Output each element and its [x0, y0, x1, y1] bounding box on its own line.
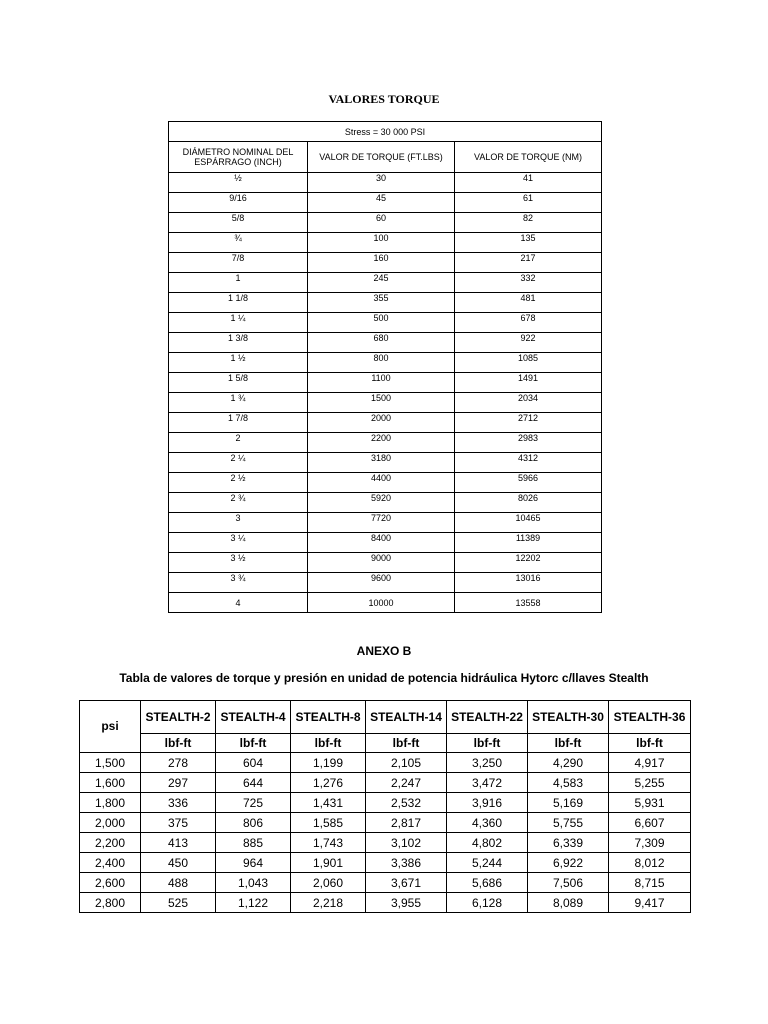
table-cell: 13016 — [455, 573, 602, 593]
annex-subtitle: Tabla de valores de torque y presión en unidad de potencia hidráulica Hytorc c/llaves Stealth — [119, 671, 649, 685]
table-row — [169, 573, 602, 593]
table-cell: 1491 — [455, 373, 602, 393]
unit-header: lbf-ft — [291, 734, 366, 753]
torque-cell: 7,309 — [609, 833, 691, 853]
table-cell: 3 — [169, 513, 308, 533]
table-row — [80, 893, 691, 913]
table-cell: 1100 — [308, 373, 455, 393]
table-row — [169, 493, 602, 513]
table-cell: 2983 — [455, 433, 602, 453]
table-row — [169, 293, 602, 313]
table-row — [169, 253, 602, 273]
torque-cell: 336 — [141, 793, 216, 813]
psi-cell: 1,500 — [80, 753, 141, 773]
torque-cell: 8,089 — [528, 893, 609, 913]
table-cell: 355 — [308, 293, 455, 313]
table-row — [80, 833, 691, 853]
table-cell: 13558 — [455, 593, 602, 613]
table-cell: 9000 — [308, 553, 455, 573]
torque-cell: 1,122 — [216, 893, 291, 913]
psi-cell: 2,000 — [80, 813, 141, 833]
table-cell: 8026 — [455, 493, 602, 513]
table-cell: 100 — [308, 233, 455, 253]
table-cell: 11389 — [455, 533, 602, 553]
column-header-torque-ftlbs: VALOR DE TORQUE (FT.LBS) — [308, 142, 455, 173]
torque-cell: 2,218 — [291, 893, 366, 913]
psi-cell: 2,800 — [80, 893, 141, 913]
table-cell: 30 — [308, 173, 455, 193]
torque-cell: 3,386 — [366, 853, 447, 873]
torque-cell: 4,802 — [447, 833, 528, 853]
tool-header: STEALTH-2 — [141, 701, 216, 734]
table-row — [169, 233, 602, 253]
annex-title: ANEXO B — [356, 644, 412, 658]
table-cell: 2712 — [455, 413, 602, 433]
table-cell: 5966 — [455, 473, 602, 493]
table-cell: 12202 — [455, 553, 602, 573]
torque-cell: 8,012 — [609, 853, 691, 873]
psi-header: psi — [80, 701, 141, 753]
table-cell: 4312 — [455, 453, 602, 473]
torque-cell: 1,901 — [291, 853, 366, 873]
torque-cell: 1,043 — [216, 873, 291, 893]
torque-cell: 1,276 — [291, 773, 366, 793]
torque-cell: 3,955 — [366, 893, 447, 913]
table-cell: 2200 — [308, 433, 455, 453]
table-row — [80, 773, 691, 793]
table-cell: 1 ½ — [169, 353, 308, 373]
table-cell: 3 ¾ — [169, 573, 308, 593]
table-row — [169, 173, 602, 193]
torque-cell: 3,472 — [447, 773, 528, 793]
torque-table — [168, 121, 602, 613]
tool-header: STEALTH-22 — [447, 701, 528, 734]
table-cell: 922 — [455, 333, 602, 353]
psi-cell: 1,800 — [80, 793, 141, 813]
table-cell: 2034 — [455, 393, 602, 413]
torque-cell: 644 — [216, 773, 291, 793]
torque-cell: 3,250 — [447, 753, 528, 773]
torque-cell: 2,060 — [291, 873, 366, 893]
table-cell: 10000 — [308, 593, 455, 613]
torque-cell: 5,686 — [447, 873, 528, 893]
table-cell: 481 — [455, 293, 602, 313]
table-cell: 60 — [308, 213, 455, 233]
column-header-diameter: DIÁMETRO NOMINAL DEL ESPÁRRAGO (INCH) — [169, 142, 308, 173]
table-row — [169, 213, 602, 233]
table-row — [80, 793, 691, 813]
tool-header: STEALTH-36 — [609, 701, 691, 734]
torque-cell: 5,169 — [528, 793, 609, 813]
table-cell: 2 ½ — [169, 473, 308, 493]
table-cell: 680 — [308, 333, 455, 353]
torque-cell: 6,128 — [447, 893, 528, 913]
table-row — [80, 813, 691, 833]
table-cell: 2000 — [308, 413, 455, 433]
unit-header: lbf-ft — [141, 734, 216, 753]
table-cell: 8400 — [308, 533, 455, 553]
unit-header: lbf-ft — [609, 734, 691, 753]
torque-cell: 1,585 — [291, 813, 366, 833]
torque-cell: 5,931 — [609, 793, 691, 813]
table-cell: 1 1/8 — [169, 293, 308, 313]
torque-cell: 297 — [141, 773, 216, 793]
torque-cell: 8,715 — [609, 873, 691, 893]
table-row — [169, 413, 602, 433]
tool-header: STEALTH-4 — [216, 701, 291, 734]
table-cell: 1 ¼ — [169, 313, 308, 333]
unit-header: lbf-ft — [216, 734, 291, 753]
torque-cell: 6,607 — [609, 813, 691, 833]
stealth-table — [79, 700, 691, 913]
torque-cell: 725 — [216, 793, 291, 813]
table-row — [169, 313, 602, 333]
torque-cell: 5,244 — [447, 853, 528, 873]
table-cell: ½ — [169, 173, 308, 193]
table-cell: 500 — [308, 313, 455, 333]
table-cell: 61 — [455, 193, 602, 213]
torque-cell: 806 — [216, 813, 291, 833]
torque-cell: 525 — [141, 893, 216, 913]
column-header-torque-nm: VALOR DE TORQUE (NM) — [455, 142, 602, 173]
torque-cell: 4,360 — [447, 813, 528, 833]
table-cell: 7720 — [308, 513, 455, 533]
torque-cell: 3,102 — [366, 833, 447, 853]
table-row — [169, 433, 602, 453]
torque-cell: 2,532 — [366, 793, 447, 813]
torque-cell: 3,671 — [366, 873, 447, 893]
table-cell: 3 ¼ — [169, 533, 308, 553]
torque-cell: 2,817 — [366, 813, 447, 833]
table-cell: 1 — [169, 273, 308, 293]
table-row — [169, 373, 602, 393]
tool-header: STEALTH-30 — [528, 701, 609, 734]
stress-label: Stress = 30 000 PSI — [169, 122, 602, 142]
torque-cell: 6,922 — [528, 853, 609, 873]
table-row — [169, 593, 602, 613]
table-cell: 5920 — [308, 493, 455, 513]
table-cell: 1 7/8 — [169, 413, 308, 433]
table-cell: 41 — [455, 173, 602, 193]
table-row — [169, 473, 602, 493]
table-cell: 3180 — [308, 453, 455, 473]
torque-cell: 7,506 — [528, 873, 609, 893]
table-cell: 4 — [169, 593, 308, 613]
table-cell: 9600 — [308, 573, 455, 593]
table-cell: 3 ½ — [169, 553, 308, 573]
table-cell: 800 — [308, 353, 455, 373]
table-cell: 2 ¼ — [169, 453, 308, 473]
torque-cell: 5,255 — [609, 773, 691, 793]
table-cell: 1 3/8 — [169, 333, 308, 353]
table-cell: 1085 — [455, 353, 602, 373]
table-cell: 2 ¾ — [169, 493, 308, 513]
table-row — [80, 873, 691, 893]
unit-header: lbf-ft — [447, 734, 528, 753]
table-row — [169, 533, 602, 553]
table-row — [169, 393, 602, 413]
unit-header: lbf-ft — [366, 734, 447, 753]
psi-cell: 2,400 — [80, 853, 141, 873]
torque-cell: 5,755 — [528, 813, 609, 833]
torque-cell: 413 — [141, 833, 216, 853]
table-cell: 245 — [308, 273, 455, 293]
torque-cell: 3,916 — [447, 793, 528, 813]
table-cell: 4400 — [308, 473, 455, 493]
table-cell: 1 5/8 — [169, 373, 308, 393]
table-cell: 2 — [169, 433, 308, 453]
tool-header: STEALTH-14 — [366, 701, 447, 734]
table-cell: 217 — [455, 253, 602, 273]
table-cell: 1 ¾ — [169, 393, 308, 413]
table-row — [169, 513, 602, 533]
torque-cell: 2,247 — [366, 773, 447, 793]
table-row — [169, 273, 602, 293]
table-row — [169, 353, 602, 373]
torque-cell: 375 — [141, 813, 216, 833]
torque-cell: 488 — [141, 873, 216, 893]
table-cell: 160 — [308, 253, 455, 273]
table-row — [169, 193, 602, 213]
table-cell: 45 — [308, 193, 455, 213]
table-cell: 9/16 — [169, 193, 308, 213]
table-cell: 678 — [455, 313, 602, 333]
table-row — [169, 553, 602, 573]
tool-header: STEALTH-8 — [291, 701, 366, 734]
torque-cell: 450 — [141, 853, 216, 873]
table-row — [169, 453, 602, 473]
table-cell: 5/8 — [169, 213, 308, 233]
table-cell: 10465 — [455, 513, 602, 533]
torque-cell: 4,583 — [528, 773, 609, 793]
psi-cell: 2,600 — [80, 873, 141, 893]
torque-cell: 2,105 — [366, 753, 447, 773]
torque-cell: 964 — [216, 853, 291, 873]
torque-cell: 4,290 — [528, 753, 609, 773]
table-cell: 82 — [455, 213, 602, 233]
torque-cell: 604 — [216, 753, 291, 773]
table-cell: 1500 — [308, 393, 455, 413]
torque-cell: 6,339 — [528, 833, 609, 853]
table-cell: 135 — [455, 233, 602, 253]
torque-cell: 4,917 — [609, 753, 691, 773]
unit-header: lbf-ft — [528, 734, 609, 753]
torque-cell: 885 — [216, 833, 291, 853]
table-cell: ¾ — [169, 233, 308, 253]
psi-cell: 2,200 — [80, 833, 141, 853]
torque-cell: 9,417 — [609, 893, 691, 913]
table-row — [169, 333, 602, 353]
table-cell: 7/8 — [169, 253, 308, 273]
torque-cell: 1,199 — [291, 753, 366, 773]
torque-cell: 278 — [141, 753, 216, 773]
table-cell: 332 — [455, 273, 602, 293]
torque-cell: 1,743 — [291, 833, 366, 853]
torque-cell: 1,431 — [291, 793, 366, 813]
psi-cell: 1,600 — [80, 773, 141, 793]
torque-table-title: VALORES TORQUE — [328, 92, 440, 106]
table-row — [80, 853, 691, 873]
table-row — [80, 753, 691, 773]
